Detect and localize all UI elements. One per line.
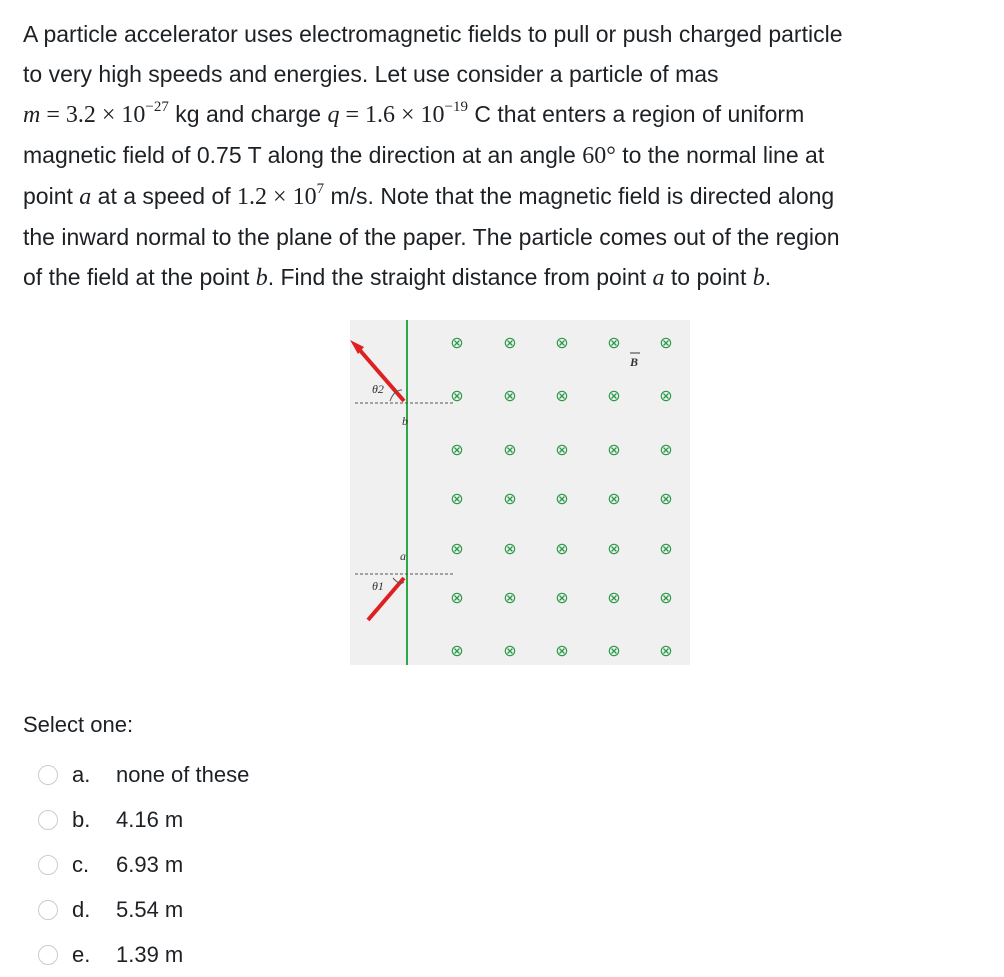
question-line-5 [23, 176, 995, 217]
field-into-page-icon: ⊗ [450, 489, 464, 508]
field-into-page-icon: ⊗ [450, 386, 464, 405]
charge-variable: q [327, 102, 340, 128]
point-b-symbol-2: b [752, 265, 765, 291]
field-into-page-icon: ⊗ [450, 333, 464, 352]
field-into-page-icon: ⊗ [659, 588, 673, 607]
field-into-page-icon: ⊗ [659, 489, 673, 508]
radio-button-c[interactable] [38, 855, 58, 875]
field-into-page-icon: ⊗ [450, 539, 464, 558]
option-text: 6.93 m [116, 851, 184, 877]
normal-text: to the normal line at [615, 142, 825, 168]
option-d[interactable] [38, 887, 249, 932]
field-into-page-icon: ⊗ [555, 440, 569, 459]
point-text: point [23, 183, 80, 209]
field-into-page-icon: ⊗ [450, 641, 464, 660]
speed-text: at a speed of [91, 183, 238, 209]
answer-options [38, 752, 249, 977]
charge-unit-text: C that enters a region of uniform [468, 101, 805, 127]
field-into-page-icon: ⊗ [503, 333, 517, 352]
radio-button-b[interactable] [38, 810, 58, 830]
mass-variable: m [23, 102, 41, 128]
option-a[interactable] [38, 752, 249, 797]
field-into-page-icon: ⊗ [659, 641, 673, 660]
field-into-page-icon: ⊗ [555, 333, 569, 352]
theta2-label: θ2 [372, 382, 384, 396]
field-symbol-grid [450, 333, 672, 660]
field-into-page-icon: ⊗ [607, 440, 621, 459]
option-text: none of these [116, 761, 250, 787]
field-vector-label: B [630, 355, 639, 369]
period-text: . [764, 264, 772, 290]
to-point-text: to point [664, 264, 753, 290]
exit-text: of the field at the point [23, 264, 256, 290]
field-into-page-icon: ⊗ [503, 539, 517, 558]
option-text: 5.54 m [116, 896, 184, 922]
question-line-3 [23, 94, 995, 135]
field-into-page-icon: ⊗ [607, 588, 621, 607]
radio-button-e[interactable] [38, 945, 58, 965]
field-into-page-icon: ⊗ [450, 588, 464, 607]
option-c[interactable] [38, 842, 249, 887]
field-into-page-icon: ⊗ [503, 386, 517, 405]
select-one-label: Select one: [23, 712, 134, 737]
question-line-7 [23, 257, 995, 298]
field-into-page-icon: ⊗ [659, 539, 673, 558]
mass-unit-text: kg and charge [168, 101, 328, 127]
option-letter: d. [72, 896, 91, 922]
point-a-symbol-2: a [652, 265, 665, 291]
speed-value: 1.2 × 10 [237, 184, 317, 210]
option-e[interactable] [38, 932, 249, 977]
field-into-page-icon: ⊗ [555, 386, 569, 405]
point-b-label: b [402, 414, 408, 428]
charge-exponent: −19 [444, 99, 468, 115]
field-text: magnetic field of 0.75 T along the direction at an angle [23, 142, 583, 168]
mass-exponent: −27 [145, 99, 169, 115]
field-into-page-icon: ⊗ [659, 440, 673, 459]
mass-value: = 3.2 × 10 [40, 102, 146, 128]
point-a-label: a [400, 549, 406, 563]
option-letter: b. [72, 806, 91, 832]
option-text: 4.16 m [116, 806, 184, 832]
diagram-canvas [350, 320, 690, 665]
speed-exponent: 7 [316, 181, 325, 197]
option-text: 1.39 m [116, 941, 184, 967]
find-text: . Find the straight distance from point [267, 264, 653, 290]
theta1-label: θ1 [372, 579, 384, 593]
field-into-page-icon: ⊗ [555, 641, 569, 660]
point-b-symbol: b [255, 265, 268, 291]
field-into-page-icon: ⊗ [503, 641, 517, 660]
field-into-page-icon: ⊗ [607, 641, 621, 660]
option-b[interactable] [38, 797, 249, 842]
angle-value: 60° [582, 143, 616, 169]
option-letter: a. [72, 761, 91, 787]
field-into-page-icon: ⊗ [503, 440, 517, 459]
question-line-1: A particle accelerator uses electromagnetic fields to pull or push charged particle [23, 21, 843, 47]
field-direction-text: m/s. Note that the magnetic field is directed along [324, 183, 835, 209]
charge-value: = 1.6 × 10 [339, 102, 445, 128]
point-a-symbol: a [79, 184, 92, 210]
question-line-2: to very high speeds and energies. Let use consider a particle of mas [23, 61, 719, 87]
field-into-page-icon: ⊗ [659, 386, 673, 405]
option-letter: e. [72, 941, 91, 967]
option-letter: c. [72, 851, 90, 877]
question-line-4 [23, 135, 995, 176]
field-into-page-icon: ⊗ [503, 588, 517, 607]
field-into-page-icon: ⊗ [607, 333, 621, 352]
field-into-page-icon: ⊗ [503, 489, 517, 508]
radio-button-a[interactable] [38, 765, 58, 785]
field-into-page-icon: ⊗ [607, 489, 621, 508]
question-text [23, 14, 995, 298]
radio-button-d[interactable] [38, 900, 58, 920]
question-line-6: the inward normal to the plane of the paper. The particle comes out of the region [23, 224, 840, 250]
field-into-page-icon: ⊗ [555, 539, 569, 558]
field-into-page-icon: ⊗ [555, 588, 569, 607]
field-into-page-icon: ⊗ [450, 440, 464, 459]
magnetic-field-diagram [350, 320, 690, 665]
field-into-page-icon: ⊗ [607, 539, 621, 558]
field-into-page-icon: ⊗ [555, 489, 569, 508]
field-into-page-icon: ⊗ [607, 386, 621, 405]
field-into-page-icon: ⊗ [659, 333, 673, 352]
